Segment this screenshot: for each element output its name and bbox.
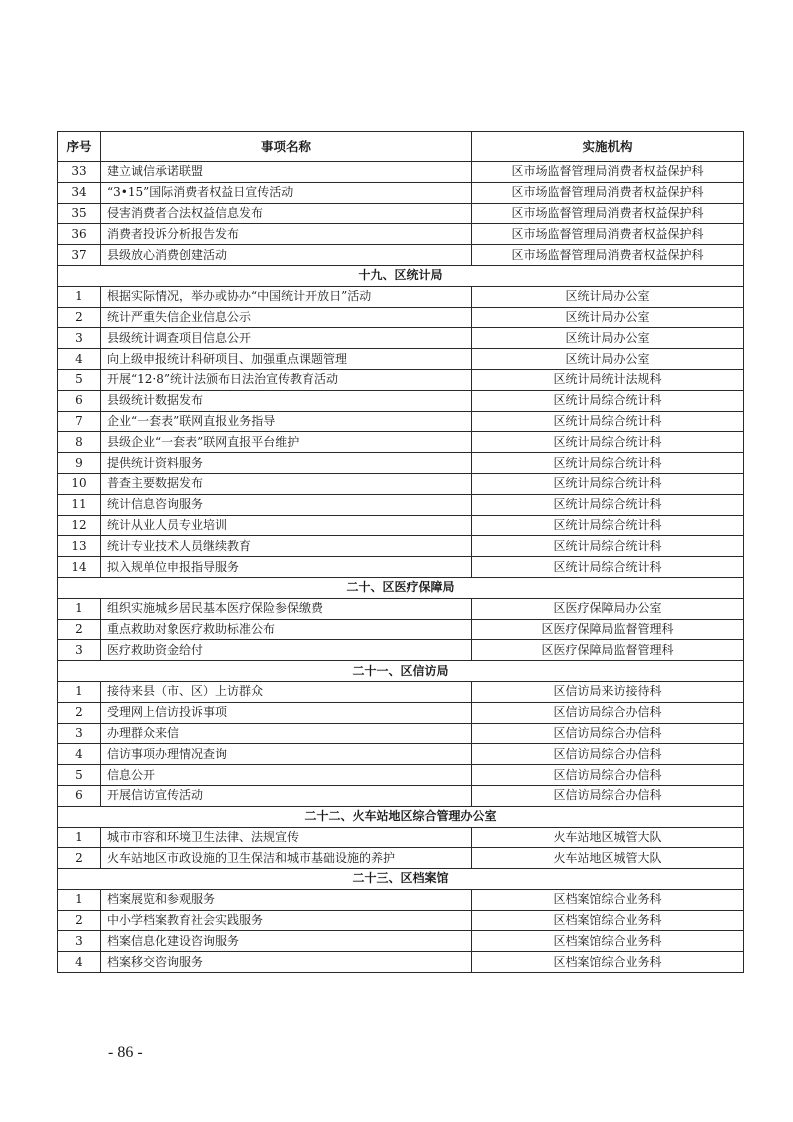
item-name-cell: 建立诚信承诺联盟 xyxy=(101,162,472,183)
serial-number-cell: 35 xyxy=(58,203,101,224)
serial-number-cell: 3 xyxy=(58,931,101,952)
section-title: 二十二、火车站地区综合管理办公室 xyxy=(58,806,744,827)
item-name-cell: 县级统计数据发布 xyxy=(101,390,472,411)
serial-number-cell: 1 xyxy=(58,681,101,702)
item-name-cell: 普查主要数据发布 xyxy=(101,473,472,494)
serial-number-cell: 5 xyxy=(58,765,101,786)
table-row xyxy=(58,390,744,411)
agency-cell: 区市场监督管理局消费者权益保护科 xyxy=(472,182,744,203)
table-row xyxy=(58,245,744,266)
serial-number-cell: 1 xyxy=(58,827,101,848)
agency-cell: 区信访局综合办信科 xyxy=(472,702,744,723)
item-name-cell: 提供统计资料服务 xyxy=(101,453,472,474)
item-name-cell: 开展“12·8”统计法颁布日法治宣传教育活动 xyxy=(101,369,472,390)
serial-number-cell: 2 xyxy=(58,910,101,931)
table-row xyxy=(58,952,744,973)
agency-cell: 区统计局办公室 xyxy=(472,349,744,370)
agency-cell: 区信访局来访接待科 xyxy=(472,681,744,702)
table-row xyxy=(58,619,744,640)
item-name-cell: 消费者投诉分析报告发布 xyxy=(101,224,472,245)
table-row xyxy=(58,369,744,390)
serial-number-cell: 3 xyxy=(58,328,101,349)
agency-cell: 区档案馆综合业务科 xyxy=(472,952,744,973)
item-name-cell: 统计从业人员专业培训 xyxy=(101,515,472,536)
table-row xyxy=(58,515,744,536)
table-row xyxy=(58,765,744,786)
serial-number-cell: 33 xyxy=(58,162,101,183)
agency-cell: 区统计局综合统计科 xyxy=(472,473,744,494)
agency-cell: 区统计局综合统计科 xyxy=(472,390,744,411)
agency-cell: 区信访局综合办信科 xyxy=(472,785,744,806)
serial-number-cell: 4 xyxy=(58,952,101,973)
serial-number-cell: 2 xyxy=(58,619,101,640)
agency-cell: 区统计局办公室 xyxy=(472,328,744,349)
table-row xyxy=(58,203,744,224)
table-row xyxy=(58,557,744,578)
table-row xyxy=(58,411,744,432)
serial-number-cell: 3 xyxy=(58,640,101,661)
header-row xyxy=(58,132,744,162)
table-row xyxy=(58,723,744,744)
item-name-cell: 开展信访宣传活动 xyxy=(101,785,472,806)
item-name-cell: 县级放心消费创建活动 xyxy=(101,245,472,266)
serial-number-cell: 7 xyxy=(58,411,101,432)
section-header-row xyxy=(58,869,744,890)
section-header-row xyxy=(58,265,744,286)
item-name-cell: 信访事项办理情况查询 xyxy=(101,744,472,765)
serial-number-cell: 10 xyxy=(58,473,101,494)
item-name-cell: 档案移交咨询服务 xyxy=(101,952,472,973)
header-implementing-agency: 实施机构 xyxy=(472,132,744,162)
item-name-cell: 城市市容和环境卫生法律、法规宣传 xyxy=(101,827,472,848)
item-name-cell: 统计信息咨询服务 xyxy=(101,494,472,515)
item-name-cell: 组织实施城乡居民基本医疗保险参保缴费 xyxy=(101,598,472,619)
serial-number-cell: 11 xyxy=(58,494,101,515)
item-name-cell: 拟入规单位申报指导服务 xyxy=(101,557,472,578)
table-row xyxy=(58,349,744,370)
table-row xyxy=(58,182,744,203)
section-title: 十九、区统计局 xyxy=(58,265,744,286)
serial-number-cell: 2 xyxy=(58,307,101,328)
table-body xyxy=(58,162,744,973)
item-name-cell: 中小学档案教育社会实践服务 xyxy=(101,910,472,931)
agency-cell: 火车站地区城管大队 xyxy=(472,848,744,869)
serial-number-cell: 12 xyxy=(58,515,101,536)
serial-number-cell: 34 xyxy=(58,182,101,203)
section-header-row xyxy=(58,661,744,682)
agency-cell: 区市场监督管理局消费者权益保护科 xyxy=(472,224,744,245)
serial-number-cell: 2 xyxy=(58,848,101,869)
serial-number-cell: 1 xyxy=(58,598,101,619)
table-row xyxy=(58,328,744,349)
table-row xyxy=(58,744,744,765)
agency-cell: 区市场监督管理局消费者权益保护科 xyxy=(472,245,744,266)
item-name-cell: 受理网上信访投诉事项 xyxy=(101,702,472,723)
agency-cell: 区医疗保障局监督管理科 xyxy=(472,619,744,640)
serial-number-cell: 37 xyxy=(58,245,101,266)
item-name-cell: 档案展览和参观服务 xyxy=(101,889,472,910)
agency-cell: 区统计局综合统计科 xyxy=(472,536,744,557)
table-row xyxy=(58,432,744,453)
item-name-cell: 火车站地区市政设施的卫生保洁和城市基础设施的养护 xyxy=(101,848,472,869)
serial-number-cell: 2 xyxy=(58,702,101,723)
table-row xyxy=(58,307,744,328)
table-row xyxy=(58,931,744,952)
serial-number-cell: 6 xyxy=(58,390,101,411)
item-name-cell: 档案信息化建设咨询服务 xyxy=(101,931,472,952)
agency-cell: 火车站地区城管大队 xyxy=(472,827,744,848)
table-row xyxy=(58,494,744,515)
agency-cell: 区统计局统计法规科 xyxy=(472,369,744,390)
table-row xyxy=(58,785,744,806)
table-row xyxy=(58,848,744,869)
agency-cell: 区档案馆综合业务科 xyxy=(472,910,744,931)
serial-number-cell: 9 xyxy=(58,453,101,474)
agency-cell: 区统计局综合统计科 xyxy=(472,411,744,432)
table-row xyxy=(58,224,744,245)
serial-number-cell: 3 xyxy=(58,723,101,744)
table-row xyxy=(58,640,744,661)
item-name-cell: 医疗救助资金给付 xyxy=(101,640,472,661)
agency-cell: 区统计局办公室 xyxy=(472,286,744,307)
agency-cell: 区统计局综合统计科 xyxy=(472,494,744,515)
serial-number-cell: 1 xyxy=(58,286,101,307)
serial-number-cell: 13 xyxy=(58,536,101,557)
agency-cell: 区信访局综合办信科 xyxy=(472,765,744,786)
serial-number-cell: 14 xyxy=(58,557,101,578)
agency-cell: 区医疗保障局办公室 xyxy=(472,598,744,619)
table-row xyxy=(58,910,744,931)
item-name-cell: 接待来县（市、区）上访群众 xyxy=(101,681,472,702)
table-row xyxy=(58,473,744,494)
agency-cell: 区统计局综合统计科 xyxy=(472,453,744,474)
serial-number-cell: 36 xyxy=(58,224,101,245)
serial-number-cell: 4 xyxy=(58,744,101,765)
table-row xyxy=(58,702,744,723)
agency-cell: 区档案馆综合业务科 xyxy=(472,889,744,910)
section-title: 二十一、区信访局 xyxy=(58,661,744,682)
item-name-cell: 统计严重失信企业信息公示 xyxy=(101,307,472,328)
item-name-cell: 向上级申报统计科研项目、加强重点课题管理 xyxy=(101,349,472,370)
agency-cell: 区信访局综合办信科 xyxy=(472,723,744,744)
section-header-row xyxy=(58,577,744,598)
serial-number-cell: 4 xyxy=(58,349,101,370)
table-row xyxy=(58,681,744,702)
item-name-cell: 统计专业技术人员继续教育 xyxy=(101,536,472,557)
serial-number-cell: 8 xyxy=(58,432,101,453)
item-name-cell: 县级企业“一套表”联网直报平台维护 xyxy=(101,432,472,453)
services-table xyxy=(57,131,744,973)
agency-cell: 区统计局综合统计科 xyxy=(472,557,744,578)
item-name-cell: 信息公开 xyxy=(101,765,472,786)
page-number: - 86 - xyxy=(108,1044,143,1061)
table-row xyxy=(58,453,744,474)
section-header-row xyxy=(58,806,744,827)
table-row xyxy=(58,598,744,619)
agency-cell: 区统计局综合统计科 xyxy=(472,515,744,536)
section-title: 二十、区医疗保障局 xyxy=(58,577,744,598)
section-title: 二十三、区档案馆 xyxy=(58,869,744,890)
agency-cell: 区统计局办公室 xyxy=(472,307,744,328)
serial-number-cell: 6 xyxy=(58,785,101,806)
item-name-cell: 侵害消费者合法权益信息发布 xyxy=(101,203,472,224)
header-serial-number: 序号 xyxy=(58,132,101,162)
table-row xyxy=(58,162,744,183)
item-name-cell: 县级统计调查项目信息公开 xyxy=(101,328,472,349)
item-name-cell: 企业“一套表”联网直报业务指导 xyxy=(101,411,472,432)
table-row xyxy=(58,286,744,307)
item-name-cell: 重点救助对象医疗救助标准公布 xyxy=(101,619,472,640)
item-name-cell: “3•15”国际消费者权益日宣传活动 xyxy=(101,182,472,203)
table-row xyxy=(58,536,744,557)
table-row xyxy=(58,889,744,910)
table-row xyxy=(58,827,744,848)
serial-number-cell: 1 xyxy=(58,889,101,910)
agency-cell: 区市场监督管理局消费者权益保护科 xyxy=(472,162,744,183)
item-name-cell: 办理群众来信 xyxy=(101,723,472,744)
serial-number-cell: 5 xyxy=(58,369,101,390)
agency-cell: 区市场监督管理局消费者权益保护科 xyxy=(472,203,744,224)
agency-cell: 区信访局综合办信科 xyxy=(472,744,744,765)
header-item-name: 事项名称 xyxy=(101,132,472,162)
agency-cell: 区档案馆综合业务科 xyxy=(472,931,744,952)
agency-cell: 区统计局综合统计科 xyxy=(472,432,744,453)
agency-cell: 区医疗保障局监督管理科 xyxy=(472,640,744,661)
item-name-cell: 根据实际情况，举办或协办“中国统计开放日”活动 xyxy=(101,286,472,307)
